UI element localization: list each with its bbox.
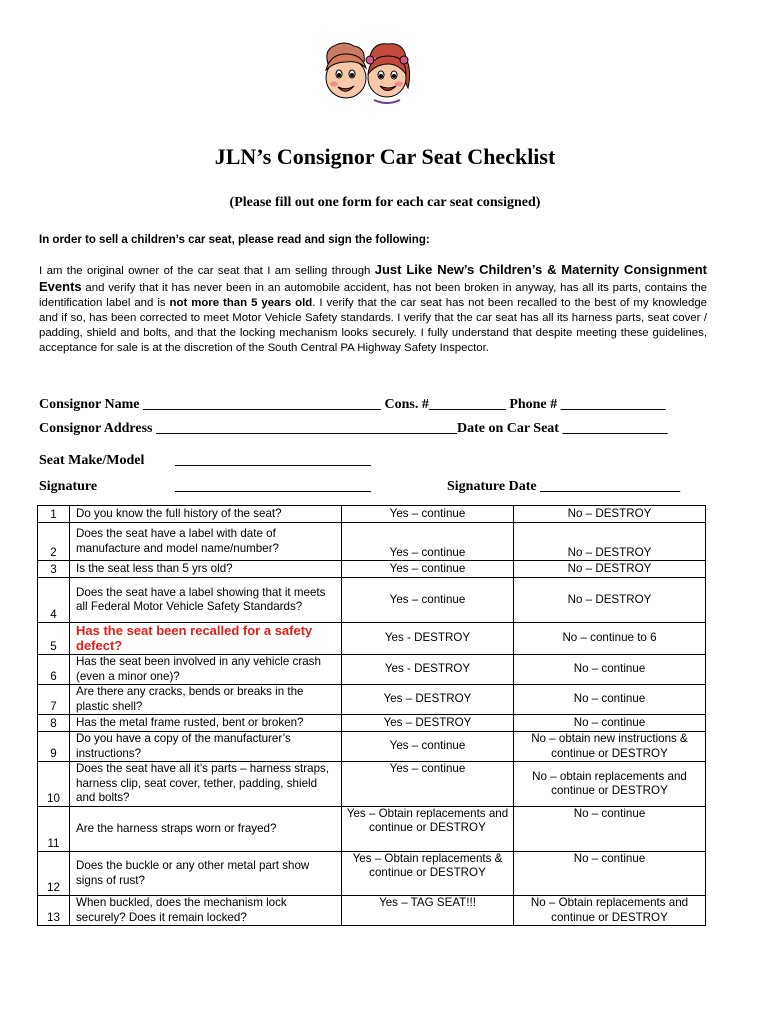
table-row — [38, 852, 706, 896]
table-row — [38, 807, 706, 852]
yes-answer[interactable]: Yes – DESTROY — [342, 685, 514, 715]
question: Does the seat have all it’s parts – harness straps, harness clip, seat cover, tether, padding, shield and bolts? — [70, 762, 342, 807]
yes-answer[interactable]: Yes – Obtain replacements & continue or DESTROY — [342, 852, 514, 896]
row-number: 2 — [38, 523, 70, 561]
yes-answer[interactable]: Yes – continue — [342, 506, 514, 523]
children-faces-logo — [314, 40, 414, 110]
row-number: 10 — [38, 762, 70, 807]
no-answer[interactable]: No – continue to 6 — [514, 623, 706, 655]
yes-answer[interactable]: Yes – TAG SEAT!!! — [342, 896, 514, 926]
yes-answer[interactable]: Yes – continue — [342, 762, 514, 807]
question: Are the harness straps worn or frayed? — [70, 807, 342, 852]
row-number: 1 — [38, 506, 70, 523]
no-answer[interactable]: No – continue — [514, 655, 706, 685]
question: Do you have a copy of the manufacturer’s instructions? — [70, 732, 342, 762]
age-limit: not more than 5 years old — [169, 297, 313, 309]
page-subtitle: (Please fill out one form for each car seat consigned) — [229, 195, 541, 210]
yes-answer[interactable]: Yes – continue — [342, 578, 514, 623]
no-answer[interactable]: No – continue — [514, 715, 706, 732]
question: Does the buckle or any other metal part show signs of rust? — [70, 852, 342, 896]
question: Are there any cracks, bends or breaks in the plastic shell? — [70, 685, 342, 715]
yes-answer[interactable]: Yes - DESTROY — [342, 623, 514, 655]
agreement-text-1: I am the original owner of the car seat that I am selling through — [39, 265, 375, 277]
yes-answer[interactable]: Yes – DESTROY — [342, 715, 514, 732]
question: Has the seat been involved in any vehicle crash (even a minor one)? — [70, 655, 342, 685]
signature-line[interactable]: ____________________________ — [175, 479, 371, 494]
row-number: 13 — [38, 896, 70, 926]
row-number: 3 — [38, 561, 70, 578]
no-answer[interactable]: No – continue — [514, 685, 706, 715]
no-answer[interactable]: No – obtain new instructions & continue or DESTROY — [514, 732, 706, 762]
no-answer[interactable]: No – obtain replacements and continue or DESTROY — [514, 762, 706, 807]
question-recall: Has the seat been recalled for a safety defect? — [70, 623, 342, 655]
no-answer[interactable]: No – DESTROY — [514, 561, 706, 578]
agreement-text-3: . I verify that the car seat has not been recalled to the best of my knowledge and if so, has been corrected to meet Motor Vehicle Safety standards. I verify that the car seat has all its harness parts, seat cover / padding, shield and bolts, and that the locking mechanism looks securely. I fully understand that despite meeting these guidelines, acceptance for sale is at the discretion of the South Central PA Highway Safety Inspector. — [39, 297, 708, 354]
seat-make-label: Seat Make/Model — [39, 453, 145, 468]
yes-answer[interactable]: Yes – continue — [342, 732, 514, 762]
table-row — [38, 732, 706, 762]
yes-answer[interactable]: Yes – continue — [342, 523, 514, 561]
signature-label: Signature — [39, 479, 98, 494]
row-number: 7 — [38, 685, 70, 715]
table-row — [38, 896, 706, 926]
consignor-name-row[interactable]: Consignor Name __________________________________ Cons. #___________ Phone # _______________ — [39, 397, 666, 412]
yes-answer[interactable]: Yes – Obtain replacements and continue or DESTROY — [342, 807, 514, 852]
table-row — [38, 578, 706, 623]
no-answer[interactable]: No – continue — [514, 852, 706, 896]
table-row — [38, 523, 706, 561]
seat-make-line[interactable]: ____________________________ — [175, 453, 371, 468]
table-row — [38, 655, 706, 685]
question: Is the seat less than 5 yrs old? — [70, 561, 342, 578]
row-number: 9 — [38, 732, 70, 762]
yes-answer[interactable]: Yes – continue — [342, 561, 514, 578]
table-row — [38, 623, 706, 655]
no-answer[interactable]: No – continue — [514, 807, 706, 852]
no-answer[interactable]: No – DESTROY — [514, 523, 706, 561]
question: Does the seat have a label showing that it meets all Federal Motor Vehicle Safety Standards? — [70, 578, 342, 623]
row-number: 4 — [38, 578, 70, 623]
question: Do you know the full history of the seat? — [70, 506, 342, 523]
row-number: 11 — [38, 807, 70, 852]
table-row — [38, 506, 706, 523]
table-row — [38, 685, 706, 715]
row-number: 8 — [38, 715, 70, 732]
agreement-paragraph — [39, 262, 707, 356]
row-number: 12 — [38, 852, 70, 896]
row-number: 6 — [38, 655, 70, 685]
question: Has the metal frame rusted, bent or broken? — [70, 715, 342, 732]
agreement-text-2: and verify that it has never been in an automobile accident, has not been broken in anyway, has all its parts, contains the identification label and is — [39, 282, 707, 309]
no-answer[interactable]: No – DESTROY — [514, 506, 706, 523]
intro-instruction: In order to sell a children’s car seat, please read and sign the following: — [39, 234, 430, 246]
business-name: Just Like New’s Children’s & Maternity Consignment Events — [39, 262, 707, 294]
page-title: JLN’s Consignor Car Seat Checklist — [214, 144, 556, 169]
signature-date-row[interactable]: Signature Date ____________________ — [447, 479, 681, 494]
table-row — [38, 762, 706, 807]
no-answer[interactable]: No – DESTROY — [514, 578, 706, 623]
table-row — [38, 561, 706, 578]
question: When buckled, does the mechanism lock securely? Does it remain locked? — [70, 896, 342, 926]
no-answer[interactable]: No – Obtain replacements and continue or DESTROY — [514, 896, 706, 926]
checklist-table — [37, 505, 706, 926]
consignor-address-row[interactable]: Consignor Address ___________________________________________Date on Car Seat _______________ — [39, 421, 668, 436]
table-row — [38, 715, 706, 732]
yes-answer[interactable]: Yes - DESTROY — [342, 655, 514, 685]
row-number: 5 — [38, 623, 70, 655]
question: Does the seat have a label with date of manufacture and model name/number? — [70, 523, 342, 561]
